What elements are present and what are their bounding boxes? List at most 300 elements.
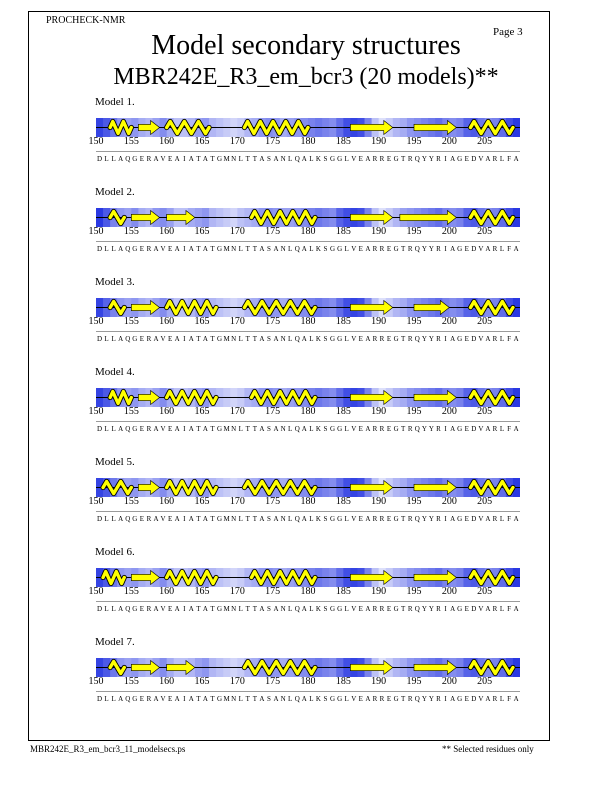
residue-letter: T (210, 245, 215, 253)
residue-letter: R (436, 425, 441, 433)
residue-letter: V (478, 245, 484, 253)
residue-letter: A (450, 515, 456, 523)
residue-letter: R (436, 515, 441, 523)
residue-letter: Q (414, 515, 420, 523)
residue-number-label: 190 (371, 316, 387, 327)
residue-letter: E (464, 695, 469, 703)
residue-letter: V (160, 605, 166, 613)
residue-letter: A (118, 605, 124, 613)
residue-letter: A (174, 245, 180, 253)
residue-letter: E (167, 425, 173, 433)
residue-letter: A (153, 245, 159, 253)
residue-letter: Q (294, 155, 300, 163)
residue-letter: D (471, 695, 477, 703)
residue-number-label: 155 (123, 676, 139, 687)
residue-letter: A (188, 425, 194, 433)
residue-letter: A (513, 425, 519, 433)
residue-number-label: 185 (335, 586, 351, 597)
residue-letter: E (167, 245, 173, 253)
residue-letter: I (183, 335, 186, 343)
residue-number-label: 170 (229, 226, 245, 237)
residue-letter: L (309, 155, 314, 163)
residue-letter: K (315, 155, 321, 163)
model-block (0, 96, 612, 186)
residue-letter: A (301, 605, 307, 613)
residue-letter: E (358, 335, 363, 343)
residue-letter: E (358, 695, 363, 703)
residue-letter: D (471, 245, 477, 253)
residue-letter: T (210, 515, 215, 523)
residue-letter: T (252, 155, 258, 163)
residue-letter: G (330, 425, 336, 433)
residue-letter: R (379, 335, 385, 343)
residue-letter: A (174, 605, 180, 613)
residue-number-label: 170 (229, 586, 245, 597)
residue-letter: E (464, 335, 469, 343)
residue-letter: I (183, 245, 186, 253)
residue-letter: A (513, 155, 519, 163)
residue-letter: R (379, 515, 385, 523)
residue-letter: Y (428, 155, 434, 163)
residue-letter: L (309, 605, 314, 613)
residue-letter: K (315, 245, 321, 253)
page-number: Page 3 (493, 26, 523, 38)
residue-letter: N (231, 515, 237, 523)
residue-letter: L (111, 245, 116, 253)
residue-number-label: 190 (371, 406, 387, 417)
residue-letter: V (351, 695, 357, 703)
residue-letter: F (507, 605, 512, 613)
residue-number-label: 190 (371, 496, 387, 507)
residue-letter: I (183, 425, 186, 433)
residue-number-label: 175 (265, 316, 281, 327)
residue-letter: E (464, 155, 469, 163)
residue-letter: R (492, 245, 498, 253)
residue-letter: L (104, 515, 109, 523)
residue-number-label: 160 (159, 226, 175, 237)
residue-letter: D (471, 155, 477, 163)
residue-letter: N (280, 335, 286, 343)
sequence-divider (96, 691, 520, 692)
residue-letter: I (444, 335, 447, 343)
residue-letter: S (323, 245, 328, 253)
residue-letter: R (492, 605, 498, 613)
residue-number-label: 195 (406, 676, 422, 687)
residue-letter: A (188, 335, 194, 343)
residue-letter: Y (428, 335, 434, 343)
residue-letter: L (309, 695, 314, 703)
residue-letter: S (267, 695, 271, 703)
residue-letter: D (96, 605, 103, 613)
residue-letter: K (315, 605, 321, 613)
residue-letter: A (301, 695, 307, 703)
residue-letter: L (238, 425, 243, 433)
residue-letter: T (401, 155, 406, 163)
residue-number-label: 150 (88, 226, 104, 237)
residue-letter: L (104, 605, 109, 613)
residue-letter: A (485, 425, 491, 433)
model-block (0, 186, 612, 276)
residue-letter: A (153, 425, 159, 433)
residue-letter: L (104, 695, 109, 703)
sequence-divider (96, 331, 520, 332)
residue-letter: R (379, 695, 385, 703)
residue-letter: T (196, 335, 201, 343)
residue-letter: T (252, 515, 258, 523)
residue-number-label: 190 (371, 226, 387, 237)
residue-number-label: 160 (159, 136, 175, 147)
residue-letter: R (372, 155, 378, 163)
residue-letter: D (96, 695, 103, 703)
residue-number-label: 185 (335, 676, 351, 687)
residue-letter: A (513, 695, 519, 703)
residue-number-label: 185 (335, 496, 351, 507)
residue-number-label: 180 (300, 226, 316, 237)
residue-letter: A (450, 155, 456, 163)
page-title: Model secondary structures (151, 30, 461, 61)
residue-letter: Y (428, 245, 434, 253)
residue-letter: E (464, 515, 469, 523)
residue-letter: L (344, 155, 349, 163)
residue-letter: A (118, 695, 124, 703)
residue-letter: L (238, 335, 243, 343)
residue-letter: G (330, 605, 336, 613)
residue-letter: F (507, 515, 512, 523)
residue-letter: A (365, 515, 371, 523)
residue-letter: R (407, 695, 413, 703)
residue-number-label: 160 (159, 496, 175, 507)
residue-letter: E (167, 695, 173, 703)
residue-letter: N (280, 155, 286, 163)
residue-number-label: 180 (300, 316, 316, 327)
residue-number-label: 185 (335, 406, 351, 417)
residue-letter: K (315, 335, 321, 343)
sequence-divider (96, 511, 520, 512)
residue-letter: T (401, 695, 406, 703)
residue-sequence (96, 245, 520, 255)
residue-letter: L (288, 245, 293, 253)
residue-letter: A (513, 605, 519, 613)
model-label: Model 6. (95, 546, 135, 558)
residue-letter: Q (125, 425, 131, 433)
residue-letter: G (217, 695, 223, 703)
residue-number-label: 165 (194, 226, 210, 237)
residue-letter: T (245, 245, 250, 253)
residue-letter: T (196, 155, 201, 163)
residue-letter: L (238, 515, 243, 523)
residue-number-label: 160 (159, 316, 175, 327)
residue-letter: V (351, 245, 357, 253)
residue-letter: R (407, 155, 413, 163)
residue-letter: R (407, 425, 413, 433)
residue-number-label: 180 (300, 676, 316, 687)
residue-letter: E (167, 605, 173, 613)
residue-letter: A (365, 245, 371, 253)
residue-letter: V (478, 335, 484, 343)
residue-number-axis (0, 496, 612, 510)
residue-letter: L (309, 515, 314, 523)
secondary-structure-strip (96, 298, 520, 317)
residue-letter: T (245, 515, 250, 523)
residue-letter: R (146, 335, 152, 343)
residue-letter: Q (414, 695, 420, 703)
residue-letter: E (386, 425, 392, 433)
residue-letter: M (223, 695, 230, 703)
residue-letter: A (174, 515, 180, 523)
residue-letter: V (160, 515, 166, 523)
residue-letter: S (267, 335, 271, 343)
residue-letter: A (118, 335, 124, 343)
residue-letter: R (436, 245, 441, 253)
residue-letter: G (337, 605, 343, 613)
residue-letter: L (111, 695, 116, 703)
residue-letter: I (444, 515, 447, 523)
residue-letter: G (132, 335, 138, 343)
residue-letter: V (351, 335, 357, 343)
residue-number-label: 150 (88, 496, 104, 507)
residue-letter: E (358, 425, 363, 433)
residue-letter: N (231, 335, 237, 343)
residue-sequence (96, 605, 520, 615)
residue-letter: M (223, 335, 230, 343)
residue-letter: R (436, 605, 441, 613)
residue-number-label: 155 (123, 316, 139, 327)
residue-number-label: 155 (123, 226, 139, 237)
residue-letter: L (309, 245, 314, 253)
residue-letter: T (401, 245, 406, 253)
residue-letter: R (372, 695, 378, 703)
residue-letter: A (153, 695, 159, 703)
residue-letter: A (259, 425, 265, 433)
residue-letter: K (315, 515, 321, 523)
residue-letter: Q (294, 515, 300, 523)
residue-letter: E (464, 605, 469, 613)
residue-number-label: 200 (441, 496, 457, 507)
residue-letter: Q (294, 245, 300, 253)
residue-letter: E (358, 605, 363, 613)
residue-letter: N (280, 245, 286, 253)
residue-number-label: 205 (477, 316, 493, 327)
residue-letter: A (118, 155, 124, 163)
residue-number-axis (0, 676, 612, 690)
residue-number-label: 200 (441, 676, 457, 687)
residue-letter: S (267, 605, 271, 613)
residue-letter: T (252, 245, 258, 253)
residue-letter: Q (125, 695, 131, 703)
residue-number-label: 195 (406, 226, 422, 237)
residue-number-label: 185 (335, 136, 351, 147)
residue-letter: A (273, 155, 279, 163)
residue-letter: S (323, 695, 328, 703)
residue-letter: A (273, 695, 279, 703)
residue-letter: I (183, 605, 186, 613)
residue-letter: G (337, 155, 343, 163)
residue-letter: E (139, 425, 145, 433)
residue-number-label: 195 (406, 316, 422, 327)
residue-letter: A (153, 155, 159, 163)
residue-number-label: 175 (265, 586, 281, 597)
residue-letter: N (280, 425, 286, 433)
residue-letter: R (492, 155, 498, 163)
residue-letter: N (280, 695, 286, 703)
residue-letter: L (499, 245, 505, 253)
residue-letter: A (188, 695, 194, 703)
residue-letter: F (507, 155, 512, 163)
residue-number-label: 205 (477, 406, 493, 417)
residue-letter: G (457, 425, 463, 433)
residue-letter: L (111, 155, 116, 163)
residue-letter: T (210, 335, 215, 343)
residue-number-label: 150 (88, 586, 104, 597)
residue-letter: A (273, 245, 279, 253)
residue-number-axis (0, 406, 612, 420)
residue-letter: L (288, 515, 293, 523)
residue-letter: V (160, 155, 166, 163)
residue-letter: L (344, 605, 349, 613)
residue-letter: D (96, 515, 103, 523)
residue-letter: L (344, 335, 349, 343)
residue-letter: N (231, 605, 237, 613)
residue-letter: G (132, 605, 138, 613)
residue-letter: L (499, 605, 505, 613)
residue-number-label: 155 (123, 136, 139, 147)
residue-letter: V (478, 515, 484, 523)
residue-letter: T (196, 695, 201, 703)
residue-letter: E (139, 245, 145, 253)
residue-letter: M (223, 425, 230, 433)
residue-letter: S (267, 155, 271, 163)
residue-letter: A (202, 515, 208, 523)
residue-number-label: 170 (229, 676, 245, 687)
secondary-structure-strip (96, 568, 520, 587)
residue-letter: L (288, 335, 293, 343)
residue-letter: E (139, 515, 145, 523)
residue-letter: R (372, 335, 378, 343)
residue-letter: Y (428, 425, 434, 433)
residue-letter: A (450, 245, 456, 253)
residue-number-label: 165 (194, 586, 210, 597)
residue-letter: A (174, 425, 180, 433)
secondary-structure-strip (96, 208, 520, 227)
residue-letter: T (401, 425, 406, 433)
residue-letter: A (365, 425, 371, 433)
residue-letter: A (188, 155, 194, 163)
residue-letter: G (330, 335, 336, 343)
residue-letter: S (267, 425, 271, 433)
residue-letter: D (471, 515, 477, 523)
residue-letter: Y (421, 245, 427, 253)
residue-letter: E (358, 515, 363, 523)
residue-number-label: 175 (265, 676, 281, 687)
residue-letter: V (478, 155, 484, 163)
residue-letter: G (217, 335, 223, 343)
residue-letter: A (202, 425, 208, 433)
residue-number-label: 150 (88, 316, 104, 327)
residue-letter: Y (421, 695, 427, 703)
residue-letter: E (139, 335, 145, 343)
residue-letter: T (245, 605, 250, 613)
residue-letter: G (457, 335, 463, 343)
residue-letter: A (174, 155, 180, 163)
residue-letter: A (153, 515, 159, 523)
residue-letter: T (252, 425, 258, 433)
page-subtitle: MBR242E_R3_em_bcr3 (20 models)** (113, 64, 499, 90)
residue-letter: S (323, 425, 328, 433)
residue-number-label: 200 (441, 586, 457, 597)
residue-number-axis (0, 136, 612, 150)
residue-sequence (96, 515, 520, 525)
residue-letter: G (132, 245, 138, 253)
residue-letter: A (273, 335, 279, 343)
residue-letter: Q (125, 245, 131, 253)
model-label: Model 3. (95, 276, 135, 288)
residue-number-label: 205 (477, 586, 493, 597)
residue-letter: E (358, 245, 363, 253)
model-label: Model 5. (95, 456, 135, 468)
residue-letter: A (450, 695, 456, 703)
residue-letter: Y (421, 425, 427, 433)
residue-letter: A (450, 425, 456, 433)
residue-letter: G (457, 605, 463, 613)
residue-letter: R (372, 605, 378, 613)
residue-number-label: 205 (477, 496, 493, 507)
residue-letter: L (344, 245, 349, 253)
residue-letter: T (210, 605, 215, 613)
residue-letter: R (146, 155, 152, 163)
residue-letter: A (174, 695, 180, 703)
residue-letter: A (202, 335, 208, 343)
residue-letter: L (499, 695, 505, 703)
residue-number-label: 160 (159, 676, 175, 687)
residue-letter: E (386, 605, 392, 613)
residue-letter: D (96, 425, 103, 433)
residue-letter: S (323, 515, 328, 523)
residue-number-label: 205 (477, 226, 493, 237)
residue-number-label: 170 (229, 136, 245, 147)
residue-number-axis (0, 586, 612, 600)
residue-letter: A (301, 245, 307, 253)
residue-letter: L (499, 335, 505, 343)
residue-letter: D (96, 245, 103, 253)
residue-letter: R (372, 245, 378, 253)
residue-letter: E (386, 155, 392, 163)
residue-letter: T (210, 695, 215, 703)
residue-letter: V (351, 155, 357, 163)
residue-letter: M (223, 155, 230, 163)
residue-letter: Q (414, 335, 420, 343)
residue-number-label: 200 (441, 316, 457, 327)
residue-letter: Q (294, 425, 300, 433)
residue-letter: G (457, 515, 463, 523)
residue-letter: L (238, 155, 243, 163)
secondary-structure-strip (96, 388, 520, 407)
residue-number-label: 155 (123, 406, 139, 417)
residue-number-label: 185 (335, 226, 351, 237)
residue-letter: V (478, 425, 484, 433)
residue-letter: A (485, 605, 491, 613)
residue-letter: G (457, 695, 463, 703)
residue-letter: A (273, 425, 279, 433)
residue-letter: G (217, 605, 223, 613)
residue-letter: R (436, 155, 441, 163)
residue-letter: G (393, 335, 399, 343)
residue-letter: Y (421, 515, 427, 523)
residue-letter: G (217, 155, 223, 163)
residue-sequence (96, 425, 520, 435)
residue-letter: A (202, 245, 208, 253)
residue-letter: Y (421, 155, 427, 163)
residue-letter: V (160, 695, 166, 703)
